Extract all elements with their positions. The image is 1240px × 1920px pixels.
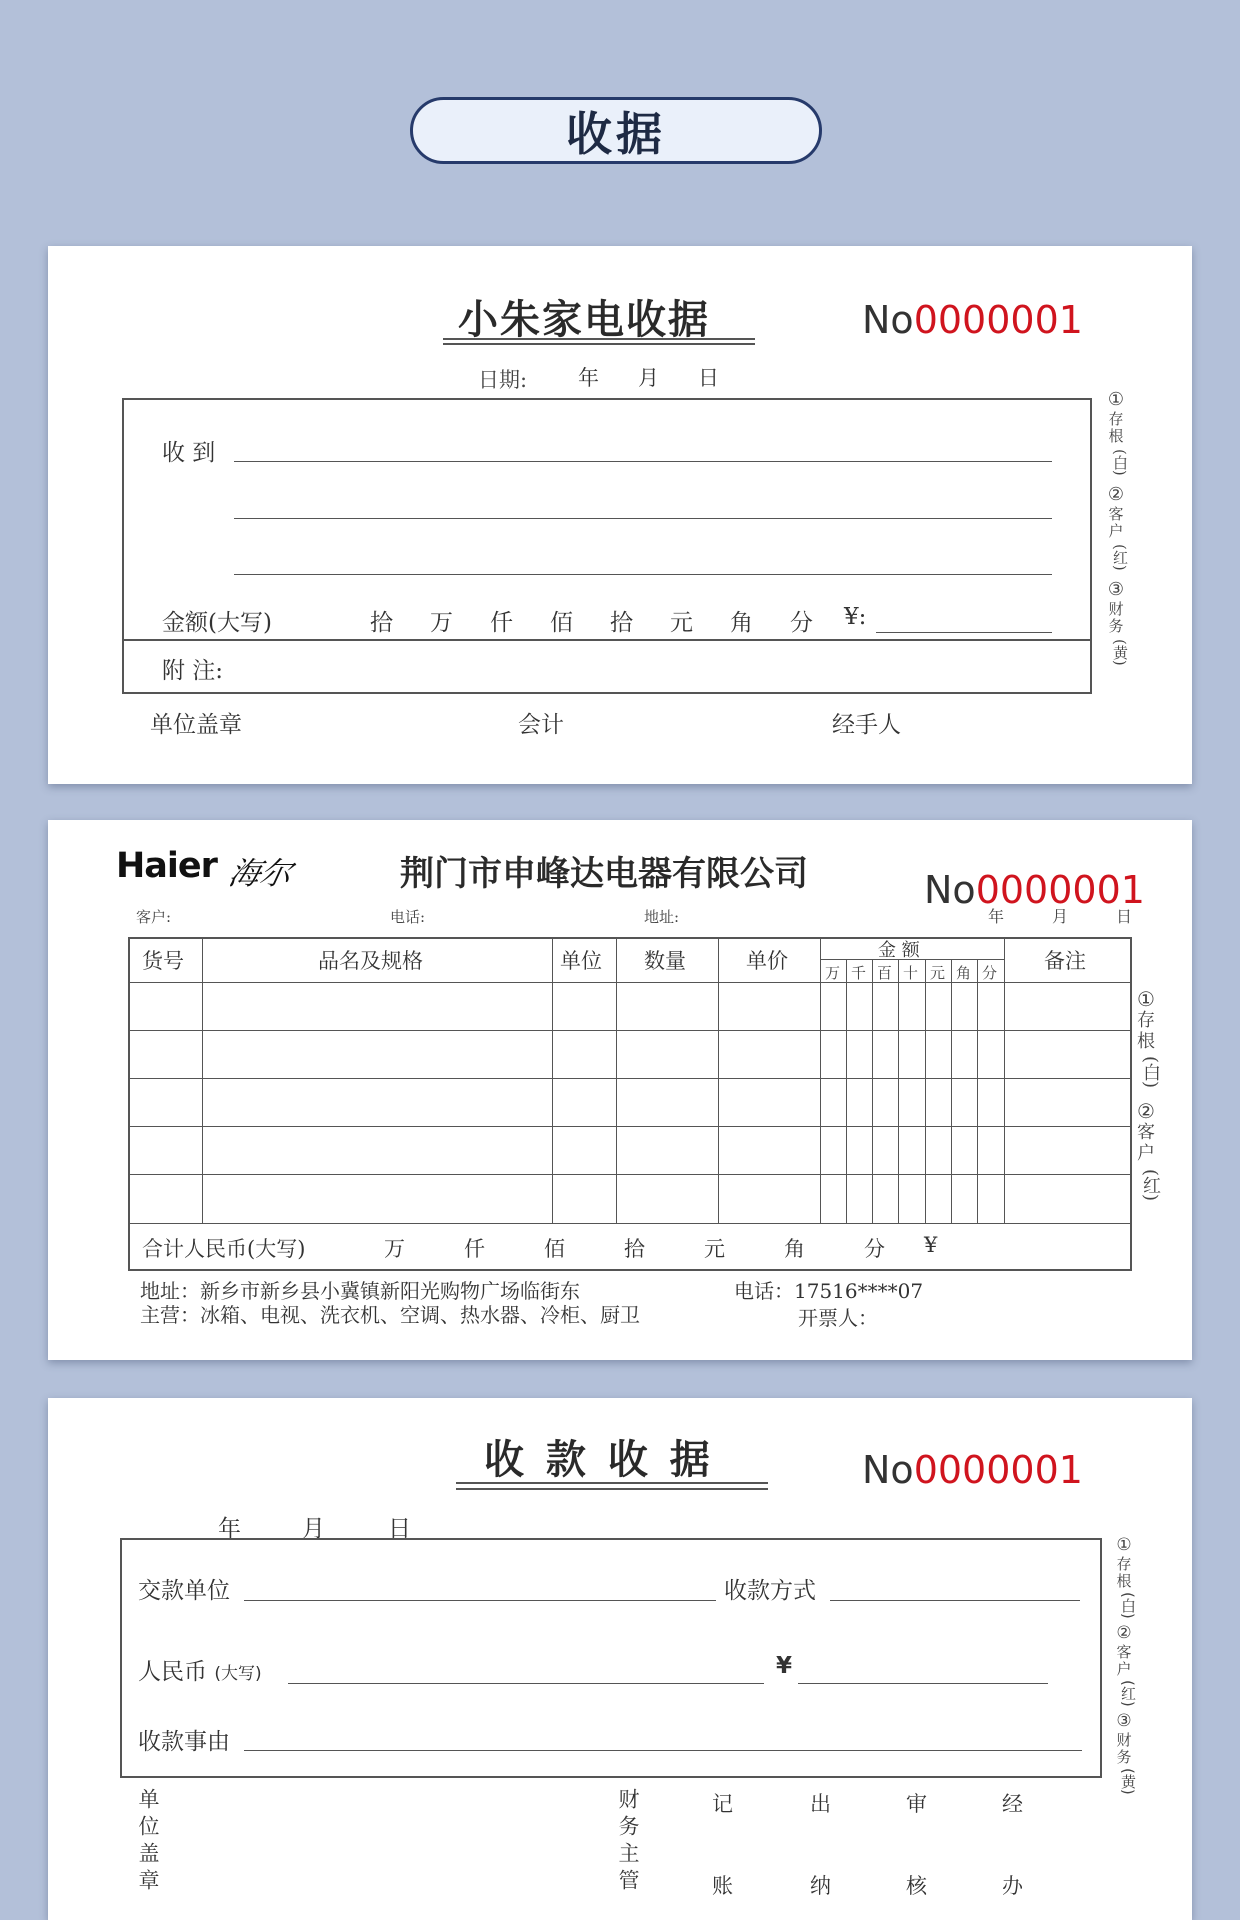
copy-legend-char: 客 [1108, 504, 1124, 523]
copy-legend-mark: ② [1137, 1099, 1155, 1124]
total-yen: ¥ [924, 1233, 938, 1257]
table-row-line [128, 1174, 1132, 1175]
header-quantity: 数量 [644, 949, 686, 973]
unit-jiao: 角 [730, 610, 753, 636]
payer-line [244, 1600, 716, 1601]
title-underline [456, 1482, 768, 1484]
copy-legend-char: 财 [1116, 1730, 1132, 1749]
digit-line [872, 959, 873, 1223]
copy-legend [1104, 390, 1130, 670]
total-unit: 拾 [624, 1237, 645, 1261]
sign-top: 记 [712, 1792, 733, 1816]
date-day: 日 [698, 366, 719, 390]
col-line [820, 937, 821, 1223]
copy-legend-char: 存 [1116, 1554, 1132, 1573]
receipt-number [924, 868, 1145, 912]
total-unit: 万 [384, 1237, 405, 1261]
copy-legend-mark: ① [1116, 1535, 1132, 1555]
copy-legend-char: 根 [1116, 1571, 1132, 1590]
receipt-number [862, 298, 1083, 342]
header-remarks: 备注 [1044, 949, 1086, 973]
total-unit: 角 [784, 1237, 805, 1261]
receipt-number-value: 0000001 [913, 1448, 1083, 1492]
copy-legend-color: (红) [1140, 1168, 1161, 1201]
total-label: 合计人民币(大写) [142, 1237, 306, 1261]
digit-line [977, 959, 978, 1223]
sign-bottom: 办 [1002, 1874, 1023, 1898]
method-label: 收款方式 [724, 1578, 816, 1604]
receipt-number-prefix: No [924, 868, 976, 912]
table-frame [128, 937, 1132, 1271]
digit-line [925, 959, 926, 1223]
copy-legend-color: (白) [1111, 448, 1129, 476]
yen-label: ¥ [776, 1653, 793, 1679]
phone-line: 电话：17516****07 [734, 1279, 924, 1303]
sign-bottom: 账 [712, 1874, 733, 1898]
copy-legend-char: 根 [1137, 1030, 1155, 1052]
header-name-spec: 品名及规格 [318, 949, 423, 973]
rmb-note: (大写) [214, 1664, 262, 1684]
footer-seal: 单位盖章 [150, 712, 242, 738]
date-year: 年 [988, 907, 1005, 926]
unit-wan: 万 [430, 610, 453, 636]
digit-line [846, 959, 847, 1223]
unit-bai: 佰 [550, 610, 573, 636]
digit-line [951, 959, 952, 1223]
date-label: 日期: [478, 368, 528, 392]
receipt-card-1 [48, 246, 1192, 784]
copy-legend-mark: ② [1116, 1623, 1132, 1644]
address-label: 地址: [644, 908, 680, 926]
copy-legend-mark: ① [1107, 389, 1125, 410]
copy-legend-char: 户 [1137, 1143, 1155, 1165]
title-underline [456, 1488, 768, 1490]
received-label: 收 到 [162, 440, 216, 466]
copy-legend-char: 存 [1137, 1010, 1155, 1031]
unit-fen: 分 [790, 610, 813, 636]
table-row-line [128, 1126, 1132, 1127]
yen-line [876, 632, 1052, 633]
copy-legend-char: 户 [1116, 1659, 1132, 1678]
copy-legend-color: (红) [1111, 544, 1129, 571]
sign-top: 经 [1002, 1792, 1023, 1816]
unit-shi: 拾 [370, 610, 393, 636]
copy-legend-char: 财 [1108, 600, 1124, 619]
receipt-card-3 [48, 1398, 1192, 1920]
date-year: 年 [218, 1516, 241, 1542]
total-unit: 元 [704, 1237, 725, 1261]
copy-legend-mark: ③ [1116, 1711, 1132, 1732]
date-month: 月 [1052, 907, 1069, 926]
total-row-line [128, 1223, 1132, 1224]
digit-qian: 千 [851, 964, 867, 982]
table-row-line [128, 1078, 1132, 1079]
col-line [1004, 937, 1005, 1223]
date-day: 日 [388, 1516, 411, 1542]
copy-legend-char: 务 [1116, 1747, 1132, 1766]
footer-accountant: 会计 [518, 712, 564, 738]
sign-top: 出 [810, 1792, 831, 1816]
unit-yuan: 元 [670, 610, 693, 636]
receipt-number-value: 0000001 [913, 298, 1083, 342]
receipt-number-value: 0000001 [975, 868, 1145, 912]
date-year: 年 [578, 366, 599, 390]
col-line [552, 937, 553, 1223]
note-label: 附 注: [162, 658, 224, 684]
yen-line [798, 1683, 1048, 1684]
digit-line [898, 959, 899, 1223]
business-line: 主营：冰箱、电视、洗衣机、空调、热水器、冷柜、厨卫 [140, 1303, 640, 1327]
receipt-card-2 [48, 820, 1192, 1360]
note-divider [122, 639, 1092, 641]
unit-yen: ¥: [844, 604, 867, 630]
header-unit: 单位 [560, 949, 602, 973]
date-month: 月 [638, 366, 659, 390]
copy-legend-color: (黄) [1119, 1767, 1137, 1795]
received-line-1 [234, 461, 1052, 462]
table-row-line [128, 1030, 1132, 1031]
digit-fen: 分 [982, 964, 998, 982]
haier-logo: Haier [116, 846, 217, 886]
unit-shi-2: 拾 [610, 610, 633, 636]
header-unit-price: 单价 [746, 949, 788, 973]
sign-top: 审 [906, 1792, 927, 1816]
copy-legend-char: 根 [1108, 426, 1124, 445]
date-month: 月 [302, 1516, 325, 1542]
digit-bai: 百 [877, 964, 893, 982]
copy-legend-char: 务 [1108, 617, 1124, 636]
address-line: 地址：新乡市新乡县小冀镇新阳光购物广场临街东 [140, 1279, 580, 1303]
haier-logo-cn: 海尔 [225, 856, 296, 892]
copy-legend-char: 户 [1108, 522, 1124, 541]
rmb-line [288, 1683, 764, 1684]
customer-label: 客户: [136, 908, 172, 926]
receipt3-frame [120, 1538, 1102, 1778]
copy-legend-mark: ② [1107, 484, 1125, 506]
digit-wan: 万 [825, 964, 841, 982]
col-line [718, 937, 719, 1223]
rmb-label-text: 人民币 [138, 1659, 207, 1685]
col-line [616, 937, 617, 1223]
finance-supervisor: 财务主管 [616, 1788, 640, 1896]
title-underline [443, 338, 755, 340]
copy-legend-char: 客 [1116, 1642, 1132, 1661]
copy-legend-char: 客 [1137, 1122, 1155, 1144]
digit-shi: 十 [903, 964, 919, 982]
sign-bottom: 核 [906, 1874, 927, 1898]
receipt1-frame [122, 398, 1092, 694]
sign-bottom: 纳 [810, 1874, 831, 1898]
copy-legend [1132, 988, 1160, 1205]
total-unit: 仟 [464, 1237, 485, 1261]
goods-table [128, 937, 1132, 1271]
date-day: 日 [1116, 907, 1133, 926]
copy-legend [1112, 1536, 1138, 1796]
method-line [830, 1600, 1080, 1601]
copy-legend-char: 存 [1108, 409, 1124, 428]
copy-legend-color: (白) [1119, 1591, 1137, 1619]
company-name: 荆门市申峰达电器有限公司 [400, 854, 808, 894]
receipt-number [862, 1448, 1083, 1492]
receipt-number-prefix: No [862, 298, 914, 342]
footer-handler: 经手人 [832, 712, 901, 738]
rmb-label [138, 1653, 262, 1686]
receipt-number-prefix: No [862, 1448, 914, 1492]
col-line [202, 937, 203, 1223]
received-line-2 [234, 518, 1052, 519]
copy-legend-mark: ① [1137, 987, 1155, 1011]
amount-label: 金额(大写) [162, 610, 272, 636]
issuer-label: 开票人： [798, 1306, 878, 1330]
banner-title: 收据 [410, 97, 822, 164]
receipt1-title: 小朱家电收据 [458, 296, 710, 343]
copy-legend-color: (黄) [1111, 639, 1129, 666]
title-underline [443, 343, 755, 345]
copy-legend-color: (白) [1140, 1056, 1161, 1089]
total-unit: 分 [864, 1237, 885, 1261]
receipt3-title: 收 款 收 据 [484, 1436, 714, 1483]
unit-qian: 仟 [490, 610, 513, 636]
received-line-3 [234, 574, 1052, 575]
header-amount: 金 额 [878, 940, 920, 961]
header-item-no: 货号 [142, 949, 184, 973]
digit-jiao: 角 [956, 964, 972, 982]
total-unit: 佰 [544, 1237, 565, 1261]
unit-seal: 单位盖章 [136, 1788, 160, 1896]
digit-yuan: 元 [930, 964, 946, 982]
copy-legend-mark: ③ [1107, 579, 1125, 601]
reason-line [244, 1750, 1082, 1751]
phone-label: 电话: [390, 908, 426, 926]
payer-label: 交款单位 [138, 1578, 230, 1604]
copy-legend-color: (红) [1119, 1679, 1137, 1707]
reason-label: 收款事由 [138, 1729, 230, 1755]
